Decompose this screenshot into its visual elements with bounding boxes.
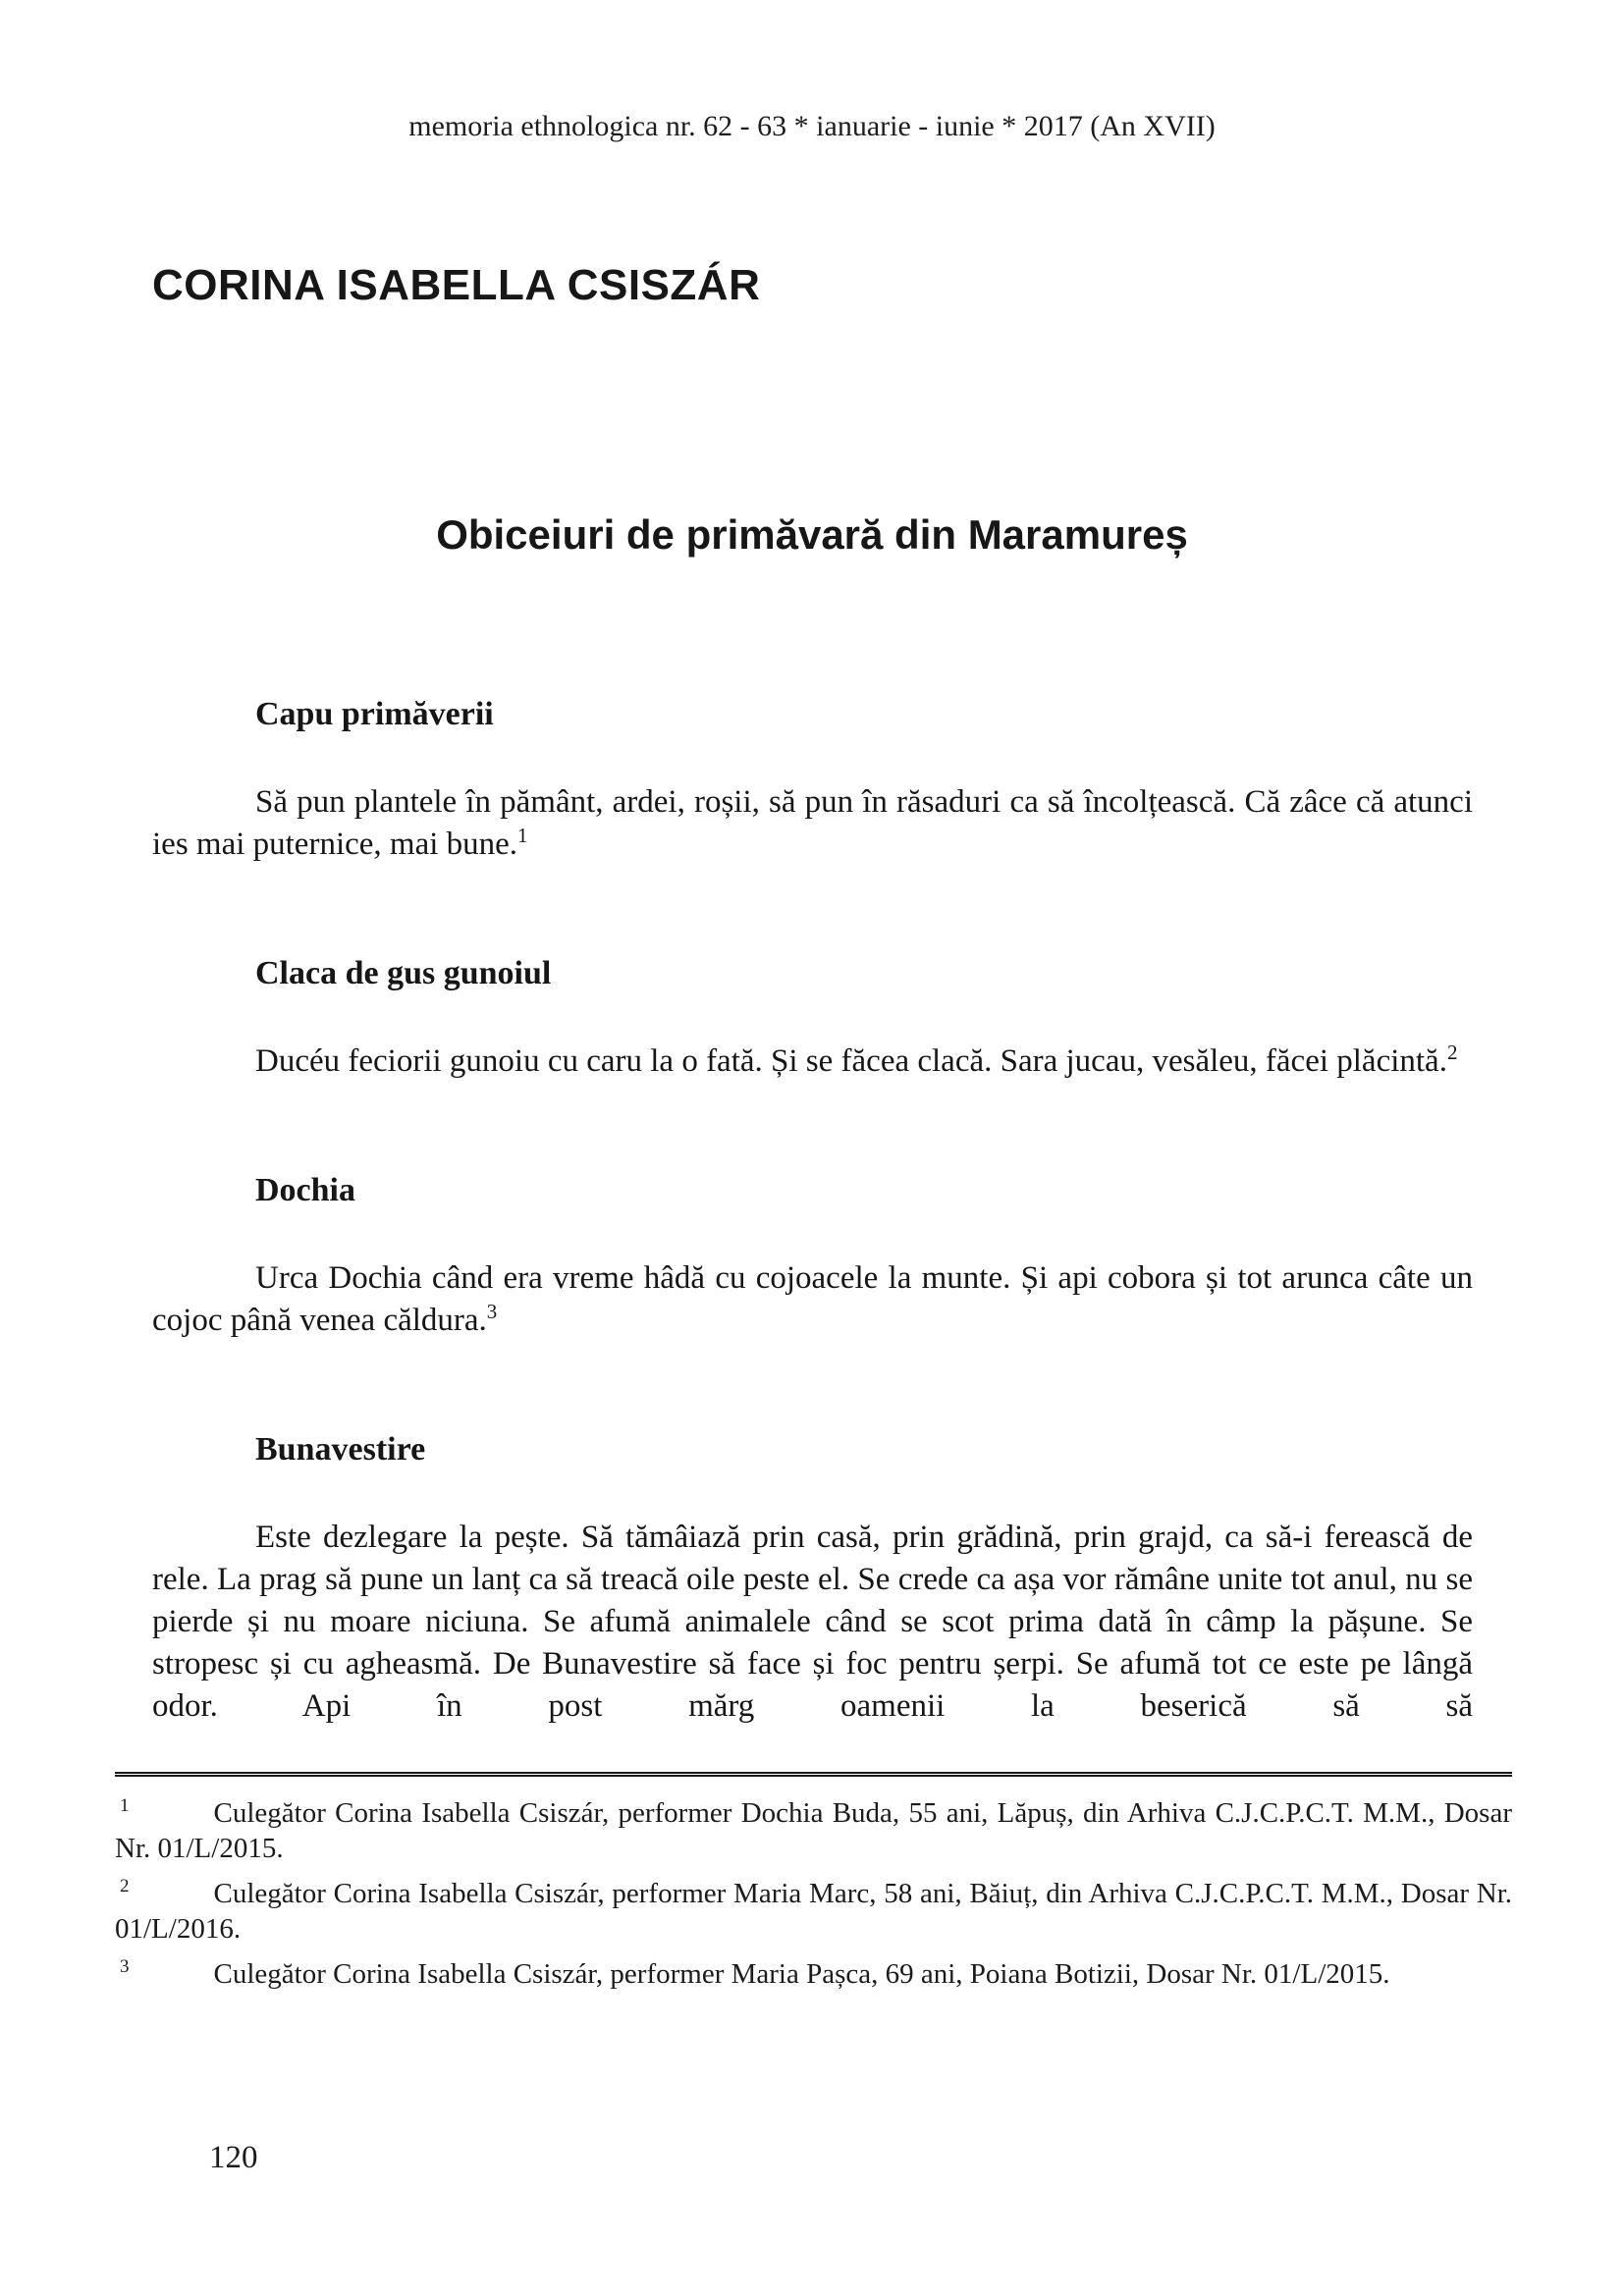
- section-bunavestire: [152, 1428, 1473, 1728]
- paragraph-text: Este dezlegare la pește. Să tămâiază prin casă, prin grădină, prin grajd, ca să-i ferească de rele. La prag să pune un lanț ca să treacă oile peste el. Se crede ca așa vor rămâne unite tot anul, nu se pierde și nu moare niciuna. Se afumă animalele când se scot prima dată în câmp la pășune. Se stropesc și cu agheasmă. De Bunavestire să face și foc pentru șerpi. Se afumă tot ce este pe lângă odor. Api în post mărg oamenii la beserică să să: [152, 1520, 1473, 1724]
- footnote-marker: 3: [120, 1956, 130, 1978]
- section-paragraph: [152, 781, 1473, 866]
- footnote-2: [115, 1876, 1512, 1947]
- section-claca-de-gus-gunoiul: [152, 952, 1473, 1083]
- page-number: 120: [209, 2140, 258, 2175]
- paragraph-text: Ducéu feciorii gunoiu cu caru la o fată. Și se făcea clacă. Sara jucau, vesăleu, făcei plăcintă.: [255, 1043, 1447, 1079]
- journal-header: memoria ethnologica nr. 62 - 63 * ianuarie - iunie * 2017 (An XVII): [408, 110, 1216, 142]
- footnote-marker: 2: [120, 1876, 130, 1897]
- footnote-reference: 2: [1446, 1041, 1458, 1064]
- footnote-text: Culegător Corina Isabella Csiszár, performer Maria Pașca, 69 ani, Poiana Botizii, Dosar Nr. 01/L/2015.: [213, 1958, 1390, 1990]
- footnote-reference: 3: [486, 1300, 498, 1323]
- section-heading: Dochia: [255, 1172, 355, 1208]
- footnote-text: Culegător Corina Isabella Csiszár, performer Dochia Buda, 55 ani, Lăpuș, din Arhiva C.J.C.P.C.T. M.M., Dosar Nr. 01/L/2015.: [115, 1797, 1512, 1864]
- footnote-reference: 1: [517, 824, 528, 847]
- section-paragraph: [152, 1257, 1473, 1342]
- section-heading: Capu primăverii: [255, 696, 494, 732]
- section-heading: Claca de gus gunoiul: [255, 955, 552, 991]
- section-paragraph: [152, 1041, 1473, 1083]
- footnote-area: [115, 1772, 1512, 1992]
- section-dochia: [152, 1169, 1473, 1342]
- article-title: Obiceiuri de primăvară din Maramureș: [436, 511, 1188, 558]
- paragraph-text: Urca Dochia când era vreme hâdă cu cojoacele la munte. Și api cobora și tot arunca câte un cojoc până venea căldura.: [152, 1260, 1473, 1338]
- section-capu-primaverii: [152, 693, 1473, 866]
- section-heading: Bunavestire: [255, 1431, 426, 1468]
- article-body: [152, 693, 1473, 1728]
- section-paragraph: [152, 1517, 1473, 1728]
- footnote-1: [115, 1795, 1512, 1866]
- paragraph-text: Să pun plantele în pământ, ardei, roșii, să pun în răsaduri ca să încolțească. Că zâce că atunci ies mai puternice, mai bune.: [152, 784, 1473, 862]
- author-name: CORINA ISABELLA CSISZÁR: [152, 261, 761, 309]
- footnote-3: [115, 1956, 1512, 1992]
- footnote-text: Culegător Corina Isabella Csiszár, performer Maria Marc, 58 ani, Băiuț, din Arhiva C.J.C.P.C.T. M.M., Dosar Nr. 01/L/2016.: [115, 1878, 1512, 1945]
- footnote-marker: 1: [120, 1795, 130, 1817]
